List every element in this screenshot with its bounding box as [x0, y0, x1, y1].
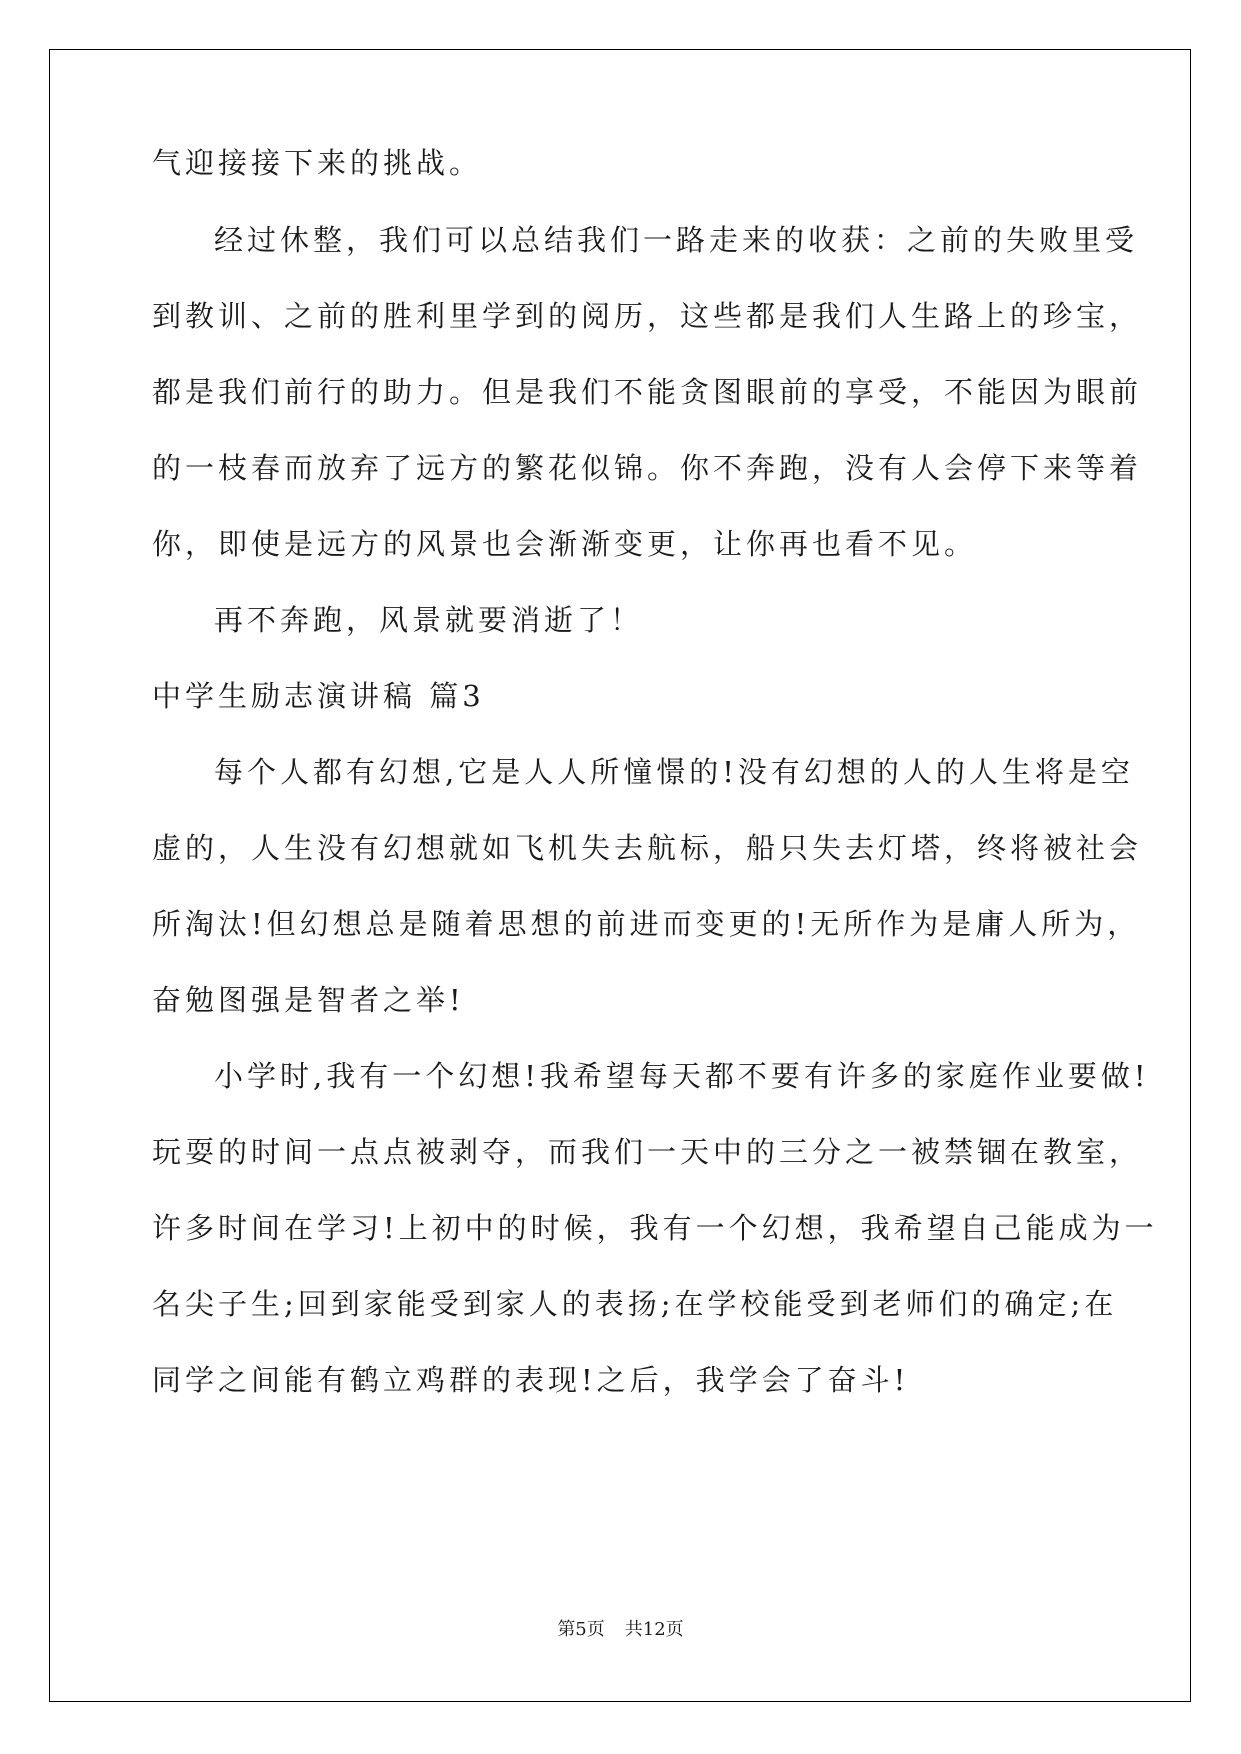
paragraph-line: 再不奔跑，风景就要消逝了！ [214, 603, 644, 637]
paragraph-line: 到教训、之前的胜利里学到的阅历，这些都是我们人生路上的珍宝， [152, 299, 1143, 333]
section-heading: 中学生励志演讲稿 篇3 [152, 679, 485, 713]
page-footer [0, 1615, 1241, 1641]
paragraph-line: 奋勉图强是智者之举! [152, 983, 465, 1017]
paragraph-line: 每个人都有幻想,它是人人所憧憬的!没有幻想的人的人生将是空 [214, 755, 1134, 789]
paragraph-line: 都是我们前行的助力。但是我们不能贪图眼前的享受，不能因为眼前 [152, 375, 1143, 409]
paragraph-line: 许多时间在学习!上初中的时候，我有一个幻想，我希望自己能成为一 [152, 1211, 1158, 1245]
paragraph-line: 你，即使是远方的风景也会渐渐变更，让你再也看不见。 [152, 527, 978, 561]
paragraph-line: 小学时,我有一个幻想!我希望每天都不要有许多的家庭作业要做! [214, 1059, 1150, 1093]
paragraph-line: 同学之间能有鹤立鸡群的表现!之后，我学会了奋斗! [152, 1363, 910, 1397]
page-number: 第5页 [557, 1619, 605, 1640]
paragraph-line: 的一枝春而放弃了远方的繁花似锦。你不奔跑，没有人会停下来等着 [152, 451, 1143, 485]
page-total: 共12页 [624, 1619, 684, 1640]
paragraph-line: 所淘汰!但幻想总是随着思想的前进而变更的!无所作为是庸人所为， [152, 907, 1141, 941]
paragraph-line: 气迎接接下来的挑战。 [152, 146, 483, 180]
paragraph-line: 虚的，人生没有幻想就如飞机失去航标，船只失去灯塔，终将被社会 [152, 831, 1143, 865]
paragraph-line: 玩耍的时间一点点被剥夺，而我们一天中的三分之一被禁锢在教室， [152, 1135, 1143, 1169]
paragraph-line: 经过休整，我们可以总结我们一路走来的收获：之前的失败里受 [214, 223, 1139, 257]
paragraph-line: 名尖子生;回到家能受到家人的表扬;在学校能受到老师们的确定;在 [152, 1287, 1118, 1321]
